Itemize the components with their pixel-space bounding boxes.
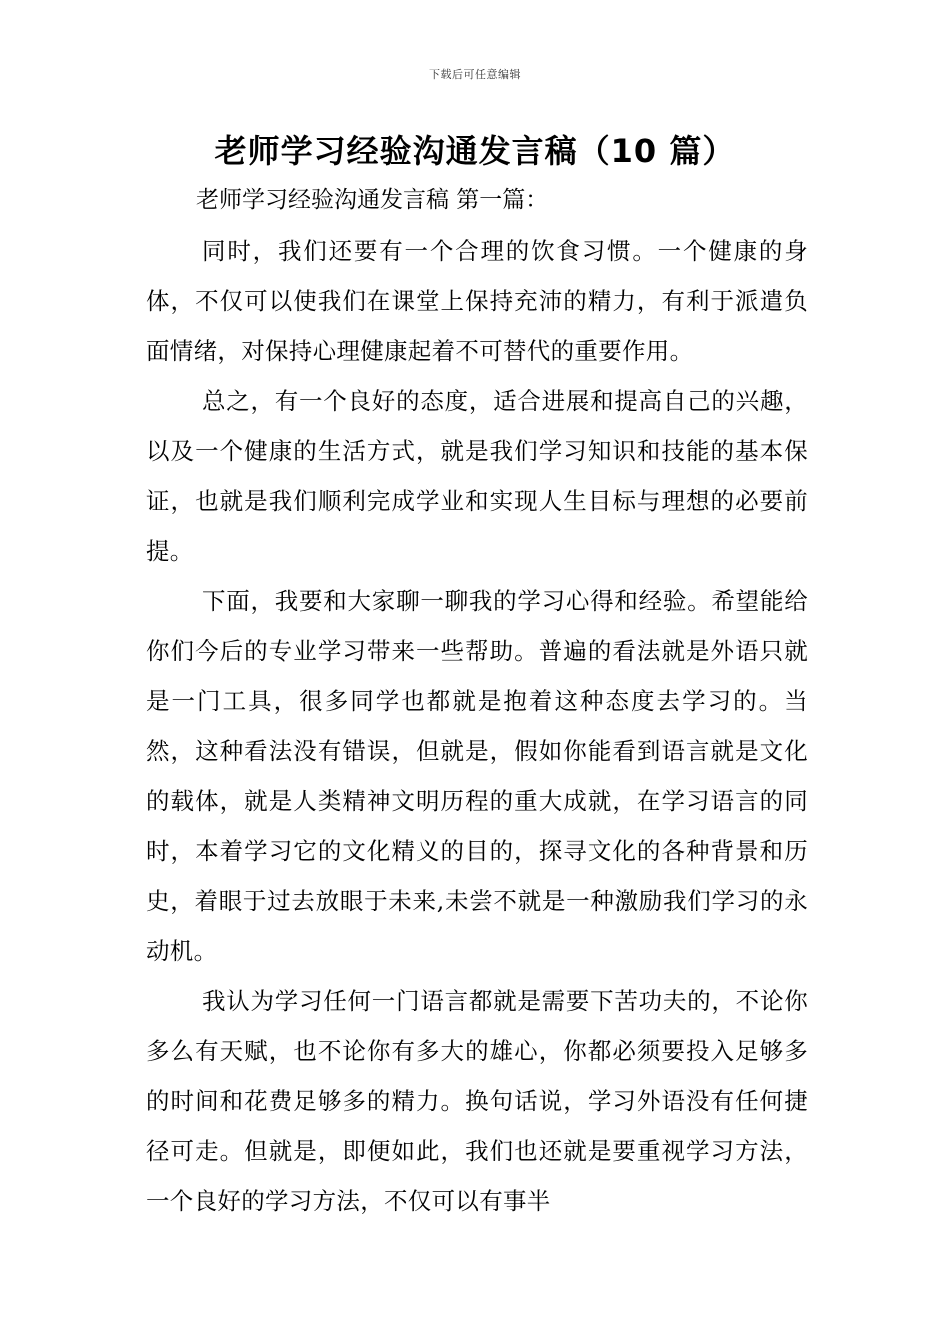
document-title: 老师学习经验沟通发言稿（10 篇） bbox=[214, 132, 736, 170]
paragraph-1: 同时，我们还要有一个合理的饮食习惯。一个健康的身体，不仅可以使我们在课堂上保持充沛的精力，有利于派遣负面情绪，对保持心理健康起着不可替代的重要作用。 bbox=[146, 237, 808, 365]
document-subtitle: 老师学习经验沟通发言稿 第一篇： bbox=[196, 187, 549, 213]
paragraph-2: 总之，有一个良好的态度，适合进展和提高自己的兴趣，以及一个健康的生活方式，就是我们学习知识和技能的基本保证，也就是我们顺利完成学业和实现人生目标与理想的必要前提。 bbox=[146, 387, 808, 565]
document-body bbox=[146, 226, 808, 1226]
header-note: 下载后可任意编辑 bbox=[429, 68, 521, 81]
paragraph-3: 下面，我要和大家聊一聊我的学习心得和经验。希望能给你们今后的专业学习带来一些帮助。普遍的看法就是外语只就是一门工具，很多同学也都就是抱着这种态度去学习的。当然，这种看法没有错误，但就是，假如你能看到语言就是文化的载体，就是人类精神文明历程的重大成就，在学习语言的同时，本着学习它的文化精义的目的，探寻文化的各种背景和历史，着眼于过去放眼于未来,未尝不就是一种激励我们学习的永动机。 bbox=[146, 587, 808, 965]
paragraph-4: 我认为学习任何一门语言都就是需要下苦功夫的，不论你多么有天赋，也不论你有多大的雄心，你都必须要投入足够多的时间和花费足够多的精力。换句话说，学习外语没有任何捷径可走。但就是，即便如此，我们也还就是要重视学习方法，一个良好的学习方法，不仅可以有事半 bbox=[146, 987, 808, 1215]
